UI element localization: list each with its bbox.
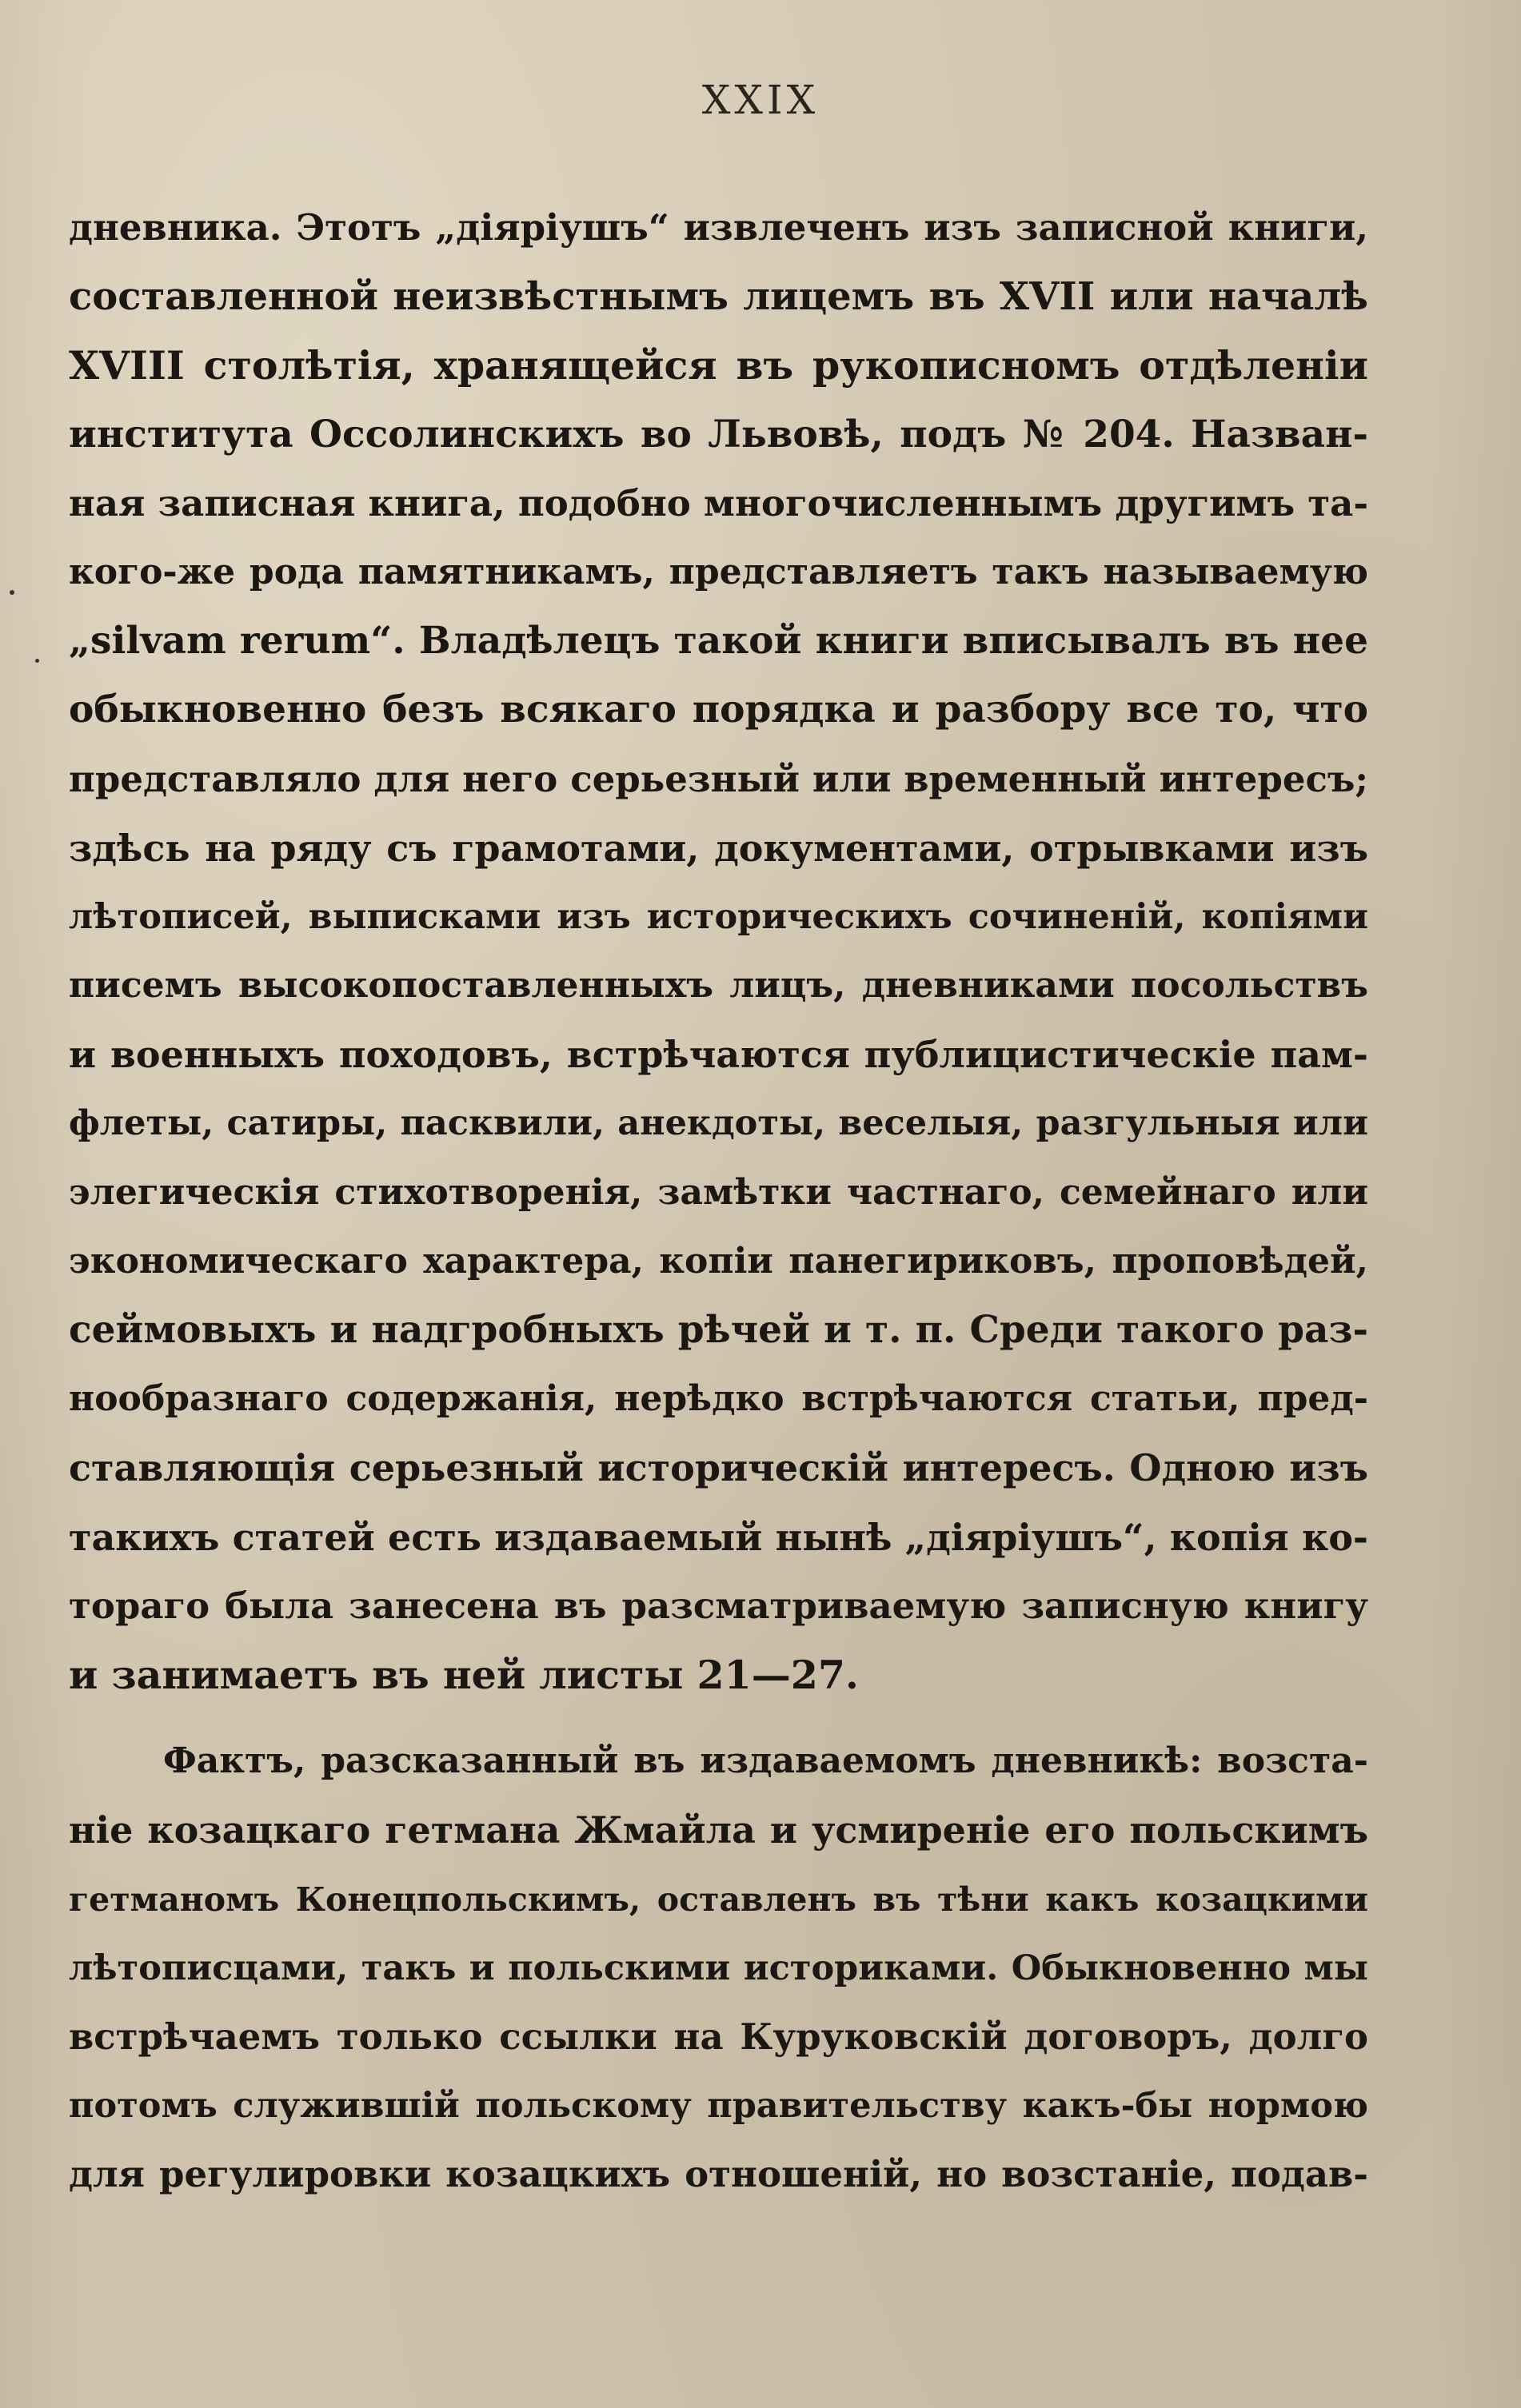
text-line: ставляющія серьезный историческій интересъ. Одною изъ xyxy=(69,1446,1368,1490)
text-line: ніе козацкаго гетмана Жмайла и усмиреніе его польскимъ xyxy=(69,1808,1368,1852)
text-line: Фактъ, разсказанный въ издаваемомъ дневникѣ: возста- xyxy=(163,1740,1368,1782)
text-line: потомъ служившій польскому правительству какъ-бы нормою xyxy=(69,2086,1368,2127)
text-line: писемъ высокопоставленныхъ лицъ, дневниками посольствъ xyxy=(69,965,1368,1007)
text-line: тораго была занесена въ разсматриваемую записную книгу xyxy=(69,1584,1368,1627)
text-line: „silvam rerum“. Владѣлецъ такой книги вписывалъ въ нее xyxy=(69,619,1368,664)
text-line: дневника. Этотъ „діяріушъ“ извлеченъ изъ записной книги, xyxy=(69,206,1368,249)
ink-speck xyxy=(35,659,39,663)
paragraph xyxy=(69,1727,1368,2209)
paragraph-gap xyxy=(69,1709,1368,1727)
text-line: ная записная книга, подобно многочисленнымъ другимъ та- xyxy=(69,481,1368,524)
text-line: и военныхъ походовъ, встрѣчаются публицистическіе пам- xyxy=(69,1033,1368,1077)
page-number: XXIX xyxy=(701,77,820,123)
text-line: обыкновенно безъ всякаго порядка и разбору все то, что xyxy=(69,688,1368,732)
text-line: здѣсь на ряду съ грамотами, документами, отрывками изъ xyxy=(69,826,1368,870)
text-line: представляло для него серьезный или временный интересъ; xyxy=(69,757,1368,800)
text-line: экономическаго характера, копіи панегириковъ, проповѣдей, xyxy=(69,1240,1368,1282)
text-line: XVIII столѣтія, хранящейся въ рукописномъ отдѣленіи xyxy=(69,342,1368,389)
text-line: такихъ статей есть издаваемый нынѣ „діяріушъ“, копія ко- xyxy=(69,1515,1368,1559)
text-line: лѣтописей, выписками изъ историческихъ сочиненій, копіями xyxy=(69,896,1368,937)
text-line: и занимаетъ въ ней листы 21—27. xyxy=(69,1651,859,1698)
text-line: сеймовыхъ и надгробныхъ рѣчей и т. п. Среди такого раз- xyxy=(69,1308,1368,1352)
text-line: элегическія стихотворенія, замѣтки частнаго, семейнаго или xyxy=(69,1171,1368,1213)
text-line: института Оссолинскихъ во Львовѣ, подъ № 204. Назван- xyxy=(69,412,1368,456)
text-line: составленной неизвѣстнымъ лицемъ въ XVII или началѣ xyxy=(69,274,1368,320)
paragraph xyxy=(69,193,1368,1709)
text-line: лѣтописцами, такъ и польскими историками. Обыкновенно мы xyxy=(69,1948,1368,1988)
body-text xyxy=(69,193,1368,2209)
ink-speck xyxy=(10,590,14,595)
text-line: кого-же рода памятникамъ, представляетъ такъ называемую xyxy=(69,551,1368,592)
text-line: гетманомъ Конецпольскимъ, оставленъ въ тѣни какъ козацкими xyxy=(69,1880,1368,1919)
text-line: встрѣчаемъ только ссылки на Куруковскій договоръ, долго xyxy=(69,2015,1368,2058)
text-line: для регулировки козацкихъ отношеній, но возстаніе, подав- xyxy=(69,2153,1368,2196)
text-line: флеты, сатиры, пасквили, анекдоты, веселыя, разгульныя или xyxy=(69,1103,1368,1144)
text-line: нообразнаго содержанія, нерѣдко встрѣчаются статьи, пред- xyxy=(69,1378,1368,1420)
